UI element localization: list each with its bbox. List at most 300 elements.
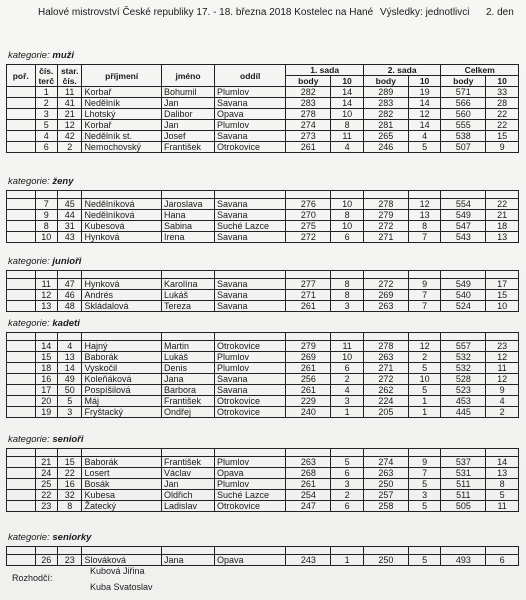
table-cell: 240	[286, 407, 331, 418]
header-spacer-cell	[35, 333, 57, 341]
day-label: 2. den	[486, 7, 514, 18]
table-cell: 243	[286, 555, 331, 566]
table-cell: 8	[331, 210, 364, 221]
table-cell	[7, 210, 36, 221]
header-spacer-cell	[7, 449, 36, 457]
table-cell: 5	[35, 120, 57, 131]
referee-name-1: Kubová Jiřina	[90, 566, 145, 576]
table-cell: 7	[408, 290, 441, 301]
table-cell: Vyskočil	[82, 363, 162, 374]
table-cell: 269	[286, 352, 331, 363]
table-cell: 566	[441, 98, 486, 109]
table-cell: Savana	[215, 98, 286, 109]
table-cell: Savana	[215, 290, 286, 301]
table-cell	[7, 352, 36, 363]
table-cell: Máj	[82, 396, 162, 407]
table-cell	[7, 490, 36, 501]
table-cell: 11	[486, 363, 519, 374]
table-cell	[7, 385, 36, 396]
header-spacer-cell	[286, 191, 331, 199]
table-cell: 537	[441, 457, 486, 468]
col-header-firstname: jméno	[161, 65, 214, 87]
table-cell: 14	[35, 341, 57, 352]
table-cell: 12	[408, 109, 441, 120]
header-spacer-cell	[486, 547, 519, 555]
table-cell: 41	[57, 98, 81, 109]
header-spacer-cell	[35, 271, 57, 279]
table-cell: 453	[441, 396, 486, 407]
table-cell: 23	[486, 341, 519, 352]
table-cell: Lhotský	[82, 109, 162, 120]
table-cell: 48	[57, 301, 81, 312]
table-cell: 549	[441, 210, 486, 221]
table-cell: Nedělníková	[82, 199, 162, 210]
table-cell: Otrokovice	[215, 396, 286, 407]
table-cell	[7, 98, 36, 109]
table-cell: 1	[408, 396, 441, 407]
table-cell: 32	[57, 490, 81, 501]
table-cell: 22	[486, 109, 519, 120]
table-row	[7, 407, 519, 418]
table-cell: 14	[331, 87, 364, 98]
col-header-points: body	[286, 76, 331, 87]
table-cell: 5	[408, 555, 441, 566]
table-cell: Savana	[215, 301, 286, 312]
table-cell: 8	[486, 479, 519, 490]
table-cell: Lukáš	[162, 290, 215, 301]
table-row	[7, 363, 519, 374]
table-cell: 256	[286, 374, 331, 385]
col-header-tens: 10	[408, 76, 441, 87]
header-spacer-cell	[331, 271, 364, 279]
table-cell: 282	[363, 109, 408, 120]
table-cell: 6	[331, 468, 364, 479]
table-cell: 247	[286, 501, 331, 512]
table-cell: 19	[408, 87, 441, 98]
category-label	[8, 318, 80, 329]
table-cell: Skládalová	[82, 301, 162, 312]
table-cell: Martin	[162, 341, 215, 352]
table-cell	[7, 221, 36, 232]
table-cell	[7, 341, 36, 352]
referee-name-2: Kuba Svatoslav	[90, 582, 153, 592]
table-cell: 4	[408, 131, 441, 142]
table-cell: 8	[408, 221, 441, 232]
table-cell: 11	[35, 279, 57, 290]
col-header-set1: 1. sada	[286, 65, 364, 76]
table-cell: Plumlov	[215, 457, 286, 468]
col-header-set2: 2. sada	[363, 65, 441, 76]
table-cell: 46	[57, 290, 81, 301]
table-cell: Bohumil	[161, 87, 214, 98]
table-row	[7, 199, 519, 210]
table-cell: 6	[331, 363, 364, 374]
category-label	[8, 50, 74, 61]
table-cell: 555	[441, 120, 486, 131]
results-table	[6, 270, 519, 312]
table-cell: Irena	[162, 232, 215, 243]
table-cell: 11	[331, 131, 364, 142]
table-cell: 2	[57, 142, 81, 153]
table-cell: Savana	[215, 199, 286, 210]
header-spacer-cell	[363, 449, 408, 457]
table-cell: 9	[486, 385, 519, 396]
header-spacer-cell	[7, 333, 36, 341]
table-cell: 511	[441, 490, 486, 501]
table-cell: 1	[331, 555, 364, 566]
table-cell: 261	[286, 385, 331, 396]
header-spacer-cell	[486, 271, 519, 279]
col-header-start	[57, 65, 81, 87]
table-row	[7, 396, 519, 407]
table-cell: 1	[331, 407, 364, 418]
table-cell: 14	[331, 98, 364, 109]
table-row	[7, 142, 519, 153]
col-header-rank: poř.	[7, 65, 36, 87]
table-cell: Kubesová	[82, 221, 162, 232]
header-spacer-cell	[215, 449, 286, 457]
table-cell: Pospíšilová	[82, 385, 162, 396]
table-row	[7, 109, 519, 120]
table-cell: 22	[486, 120, 519, 131]
table-cell: 15	[35, 352, 57, 363]
table-row	[7, 279, 519, 290]
category-label	[8, 434, 84, 445]
table-cell: 205	[363, 407, 408, 418]
header-spacer-cell	[82, 271, 162, 279]
table-cell: 3	[331, 301, 364, 312]
table-cell: 1	[35, 87, 57, 98]
table-cell: Jana	[162, 555, 215, 566]
table-cell: Sabina	[162, 221, 215, 232]
results-type: Výsledky: jednotlivci	[380, 7, 470, 18]
table-cell: 250	[363, 479, 408, 490]
table-row	[7, 131, 519, 142]
table-cell: František	[162, 457, 215, 468]
col-header-surname: příjmení	[82, 65, 162, 87]
table-cell: Hajný	[82, 341, 162, 352]
table-cell: 547	[441, 221, 486, 232]
table-cell: 12	[35, 290, 57, 301]
results-table	[6, 190, 519, 243]
table-cell: 17	[486, 279, 519, 290]
table-cell: Hana	[162, 210, 215, 221]
table-cell: 18	[35, 363, 57, 374]
header-spacer-cell	[331, 191, 364, 199]
header-spacer-cell	[441, 333, 486, 341]
table-cell: Otrokovice	[215, 501, 286, 512]
table-cell: 21	[486, 210, 519, 221]
table-cell: 528	[441, 374, 486, 385]
category-name: muži	[52, 50, 75, 61]
table-cell: 257	[363, 490, 408, 501]
table-row	[7, 501, 519, 512]
table-cell: 6	[35, 142, 57, 153]
table-cell: Jaroslava	[162, 199, 215, 210]
referee-label: Rozhodčí:	[12, 573, 53, 583]
table-cell: Jan	[162, 479, 215, 490]
table-cell: Suché Lazce	[215, 490, 286, 501]
table-cell: Ondřej	[162, 407, 215, 418]
category-name: senioři	[52, 434, 84, 445]
table-cell	[7, 199, 36, 210]
table-cell: 229	[286, 396, 331, 407]
table-cell	[7, 407, 36, 418]
table-row	[7, 301, 519, 312]
table-cell: Nedělníková	[82, 210, 162, 221]
table-cell: 1	[408, 407, 441, 418]
table-cell: Karolína	[162, 279, 215, 290]
table-cell: Slováková	[82, 555, 162, 566]
table-cell: Plumlov	[215, 479, 286, 490]
header-spacer-cell	[215, 271, 286, 279]
table-cell: 14	[408, 120, 441, 131]
table-cell: 23	[35, 501, 57, 512]
table-cell: František	[162, 396, 215, 407]
table-cell: 3	[331, 479, 364, 490]
table-cell: 268	[286, 468, 331, 479]
table-cell: 22	[57, 468, 81, 479]
table-cell: 2	[331, 374, 364, 385]
table-cell: 531	[441, 468, 486, 479]
table-cell: 21	[57, 109, 81, 120]
header-spacer-cell	[215, 333, 286, 341]
table-cell: 524	[441, 301, 486, 312]
results-table	[6, 332, 519, 418]
table-cell: Nedělník	[82, 98, 162, 109]
header-spacer-cell	[331, 333, 364, 341]
col-header-total: Celkem	[441, 65, 519, 76]
table-cell: 283	[286, 98, 331, 109]
table-cell: 4	[35, 131, 57, 142]
category-label	[8, 256, 81, 267]
table-row	[7, 374, 519, 385]
category-name: junioři	[52, 256, 82, 267]
col-header-target-line2: terč	[38, 75, 55, 86]
header-spacer-cell	[82, 333, 162, 341]
table-cell: Oldřich	[162, 490, 215, 501]
header-spacer-cell	[162, 271, 215, 279]
table-row	[7, 468, 519, 479]
table-cell: 271	[286, 290, 331, 301]
category-prefix: kategorie:	[8, 434, 50, 445]
table-cell	[7, 142, 36, 153]
table-cell	[7, 232, 36, 243]
table-row	[7, 98, 519, 109]
header-spacer-cell	[331, 547, 364, 555]
table-cell: 505	[441, 501, 486, 512]
header-spacer-cell	[286, 449, 331, 457]
table-cell: Nedělník st.	[82, 131, 162, 142]
table-cell: 25	[35, 479, 57, 490]
header-spacer-cell	[408, 547, 441, 555]
table-cell	[7, 555, 36, 566]
table-row	[7, 120, 519, 131]
table-cell: 8	[331, 290, 364, 301]
table-cell: Jan	[161, 120, 214, 131]
table-cell: 7	[408, 232, 441, 243]
table-cell: 24	[35, 468, 57, 479]
table-cell: 7	[408, 301, 441, 312]
sheet-header	[8, 7, 520, 21]
header-spacer-cell	[363, 271, 408, 279]
table-cell: 262	[363, 385, 408, 396]
table-cell: 549	[441, 279, 486, 290]
category-name: seniorky	[52, 532, 92, 543]
header-spacer-cell	[57, 271, 81, 279]
table-cell: 278	[363, 199, 408, 210]
table-cell: 45	[57, 199, 81, 210]
table-cell: 261	[286, 301, 331, 312]
table-cell: 12	[486, 352, 519, 363]
table-cell: 3	[331, 396, 364, 407]
header-spacer-cell	[215, 547, 286, 555]
table-cell: 8	[35, 221, 57, 232]
header-spacer-cell	[408, 449, 441, 457]
table-cell: 507	[441, 142, 486, 153]
table-cell: 2	[331, 490, 364, 501]
table-cell: 4	[331, 385, 364, 396]
table-cell: Lukáš	[162, 352, 215, 363]
table-row	[7, 457, 519, 468]
table-cell: 5	[57, 396, 81, 407]
table-cell: 15	[57, 457, 81, 468]
header-spacer-cell	[286, 547, 331, 555]
header-spacer-cell	[286, 333, 331, 341]
header-spacer-cell	[363, 547, 408, 555]
header-spacer-cell	[441, 547, 486, 555]
table-cell: 493	[441, 555, 486, 566]
table-cell: 263	[363, 352, 408, 363]
table-cell: 3	[35, 109, 57, 120]
table-cell: 5	[331, 457, 364, 468]
table-cell: 13	[486, 232, 519, 243]
table-cell: Bosák	[82, 479, 162, 490]
table-cell: 511	[441, 479, 486, 490]
table-cell	[7, 120, 36, 131]
table-cell: 274	[363, 457, 408, 468]
table-cell: 16	[57, 479, 81, 490]
table-cell: 31	[57, 221, 81, 232]
header-spacer-cell	[441, 271, 486, 279]
table-cell: 283	[363, 98, 408, 109]
table-cell: Otrokovice	[215, 341, 286, 352]
table-cell: Hynková	[82, 232, 162, 243]
table-cell: Tereza	[162, 301, 215, 312]
results-table	[6, 546, 519, 566]
header-spacer-cell	[35, 191, 57, 199]
table-cell: 263	[286, 457, 331, 468]
table-cell: 10	[331, 199, 364, 210]
table-cell: 5	[408, 385, 441, 396]
table-cell: Václav	[162, 468, 215, 479]
header-spacer-cell	[162, 191, 215, 199]
table-cell	[7, 109, 36, 120]
results-table	[6, 64, 519, 153]
table-cell: Ladislav	[162, 501, 215, 512]
table-cell: 272	[363, 279, 408, 290]
table-cell: 33	[486, 87, 519, 98]
header-spacer-cell	[408, 333, 441, 341]
table-cell: 4	[331, 142, 364, 153]
table-cell: Opava	[215, 468, 286, 479]
table-cell: 272	[363, 221, 408, 232]
table-cell: 18	[486, 221, 519, 232]
table-cell: 13	[408, 210, 441, 221]
table-row	[7, 385, 519, 396]
header-spacer-cell	[286, 271, 331, 279]
table-cell: 265	[363, 131, 408, 142]
header-spacer-cell	[57, 547, 81, 555]
header-spacer-cell	[82, 449, 162, 457]
table-cell: 14	[57, 363, 81, 374]
table-cell: Opava	[215, 555, 286, 566]
table-cell: 9	[35, 210, 57, 221]
table-cell: 540	[441, 290, 486, 301]
table-cell: 22	[486, 199, 519, 210]
table-cell: 8	[331, 120, 364, 131]
table-cell: 4	[57, 341, 81, 352]
table-row	[7, 290, 519, 301]
category-name: kadeti	[52, 318, 80, 329]
table-cell: 560	[441, 109, 486, 120]
table-cell: 10	[35, 232, 57, 243]
table-cell: 13	[35, 301, 57, 312]
table-cell: Suché Lazce	[215, 221, 286, 232]
table-cell: 28	[486, 98, 519, 109]
table-cell: 12	[57, 120, 81, 131]
table-cell: Plumlov	[215, 120, 286, 131]
table-cell: Kubesa	[82, 490, 162, 501]
table-row	[7, 221, 519, 232]
table-cell: 246	[363, 142, 408, 153]
table-cell: 20	[35, 396, 57, 407]
table-cell: Nemochovský	[82, 142, 162, 153]
table-cell: 50	[57, 385, 81, 396]
header-spacer-cell	[57, 449, 81, 457]
col-header-target	[35, 65, 57, 87]
table-cell: 571	[441, 87, 486, 98]
table-cell	[7, 290, 36, 301]
table-cell: Jana	[162, 374, 215, 385]
header-spacer-cell	[441, 191, 486, 199]
table-cell: 272	[286, 232, 331, 243]
table-cell: 278	[286, 109, 331, 120]
table-cell	[7, 468, 36, 479]
table-cell: 557	[441, 341, 486, 352]
table-cell: František	[161, 142, 214, 153]
table-cell: 23	[57, 555, 81, 566]
table-cell: 5	[486, 490, 519, 501]
col-header-target-line1: čís.	[39, 65, 54, 76]
header-spacer-cell	[162, 333, 215, 341]
table-cell: Savana	[215, 385, 286, 396]
table-cell: Dalibor	[161, 109, 214, 120]
table-cell: 12	[408, 199, 441, 210]
table-cell: Baborák	[82, 457, 162, 468]
table-cell: Baborák	[82, 352, 162, 363]
table-cell: 7	[35, 199, 57, 210]
header-spacer-cell	[57, 191, 81, 199]
table-cell: 523	[441, 385, 486, 396]
col-header-tens: 10	[486, 76, 519, 87]
table-cell: 2	[408, 352, 441, 363]
table-cell: 11	[486, 501, 519, 512]
category-name: ženy	[52, 176, 74, 187]
results-table	[6, 448, 519, 512]
table-cell	[7, 396, 36, 407]
table-cell: Andrés	[82, 290, 162, 301]
